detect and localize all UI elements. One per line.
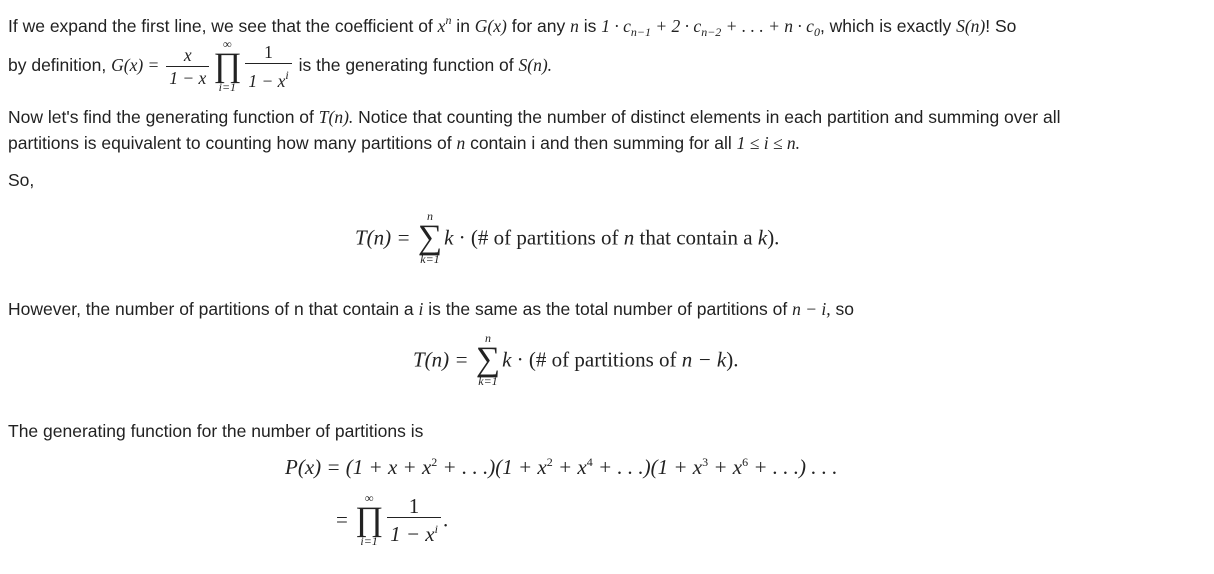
text: However, the number of partitions of n that contain a bbox=[8, 299, 419, 319]
fraction-x-over-1-minus-x: $\frac{x}{1 - x}$ bbox=[166, 44, 209, 89]
text: The generating function for the number of partitions is bbox=[8, 421, 424, 441]
text: partitions is equivalent to counting how many partitions of bbox=[8, 133, 457, 153]
eq-lhs: T(n) = bbox=[413, 347, 469, 372]
equation-px-product bbox=[336, 492, 448, 548]
math-n: n bbox=[570, 16, 579, 36]
period: . bbox=[442, 507, 449, 532]
equation-tn-partitions bbox=[413, 332, 738, 388]
paragraph-definition bbox=[8, 34, 552, 96]
math-sn: S(n). bbox=[518, 55, 553, 75]
text: is bbox=[578, 16, 602, 36]
math-n: n bbox=[456, 133, 466, 153]
sum-symbol: n ∑ k=1 bbox=[475, 331, 501, 388]
product-symbol: ∞ ∏ i=1 bbox=[213, 37, 242, 95]
fraction-1-over-1-minus-xi: $\frac{1}{1 - x^i}$ bbox=[387, 495, 441, 545]
math-gx: G(x) bbox=[474, 16, 507, 36]
text: in bbox=[451, 16, 475, 36]
paragraph-generating-function bbox=[8, 419, 423, 443]
paragraph-so bbox=[8, 168, 34, 192]
math-sum-expression: $1 \cdot c_{n-1} + 2 \cdot c_{n-2}$ + . . . + $n \cdot c_0$ bbox=[601, 16, 820, 39]
math-n-minus-i: n − i, bbox=[792, 299, 831, 319]
math-sn: S(n) bbox=[956, 16, 986, 36]
math-gx-eq: G(x) = bbox=[111, 55, 160, 75]
text: , which is exactly bbox=[819, 16, 957, 36]
equals-sign: = bbox=[336, 507, 348, 532]
paragraph-tn-intro bbox=[8, 104, 1060, 156]
fraction-1-over-1-minus-xi: $\frac{1}{1 - x^i}$ bbox=[245, 41, 291, 92]
text: contain i and then summing for all bbox=[465, 133, 737, 153]
eq-body: k · (# of partitions of n that contain a k). bbox=[444, 225, 780, 250]
math-i: i bbox=[418, 299, 424, 319]
text: is the generating function of bbox=[298, 55, 519, 75]
eq-lhs: T(n) = bbox=[355, 225, 411, 250]
text: Now let's find the generating function of bbox=[8, 107, 319, 127]
text: So, bbox=[8, 170, 35, 190]
math-x: $x^n$ bbox=[437, 13, 452, 36]
equation-tn-sum bbox=[355, 210, 779, 266]
text: for any bbox=[506, 16, 571, 36]
eq-body: k · (# of partitions of n − k). bbox=[502, 347, 739, 372]
text: ! So bbox=[985, 16, 1017, 36]
text: so bbox=[830, 299, 854, 319]
math-range: 1 ≤ i ≤ n. bbox=[736, 133, 801, 153]
math-tn: T(n). bbox=[318, 107, 354, 127]
text: by definition, bbox=[8, 55, 112, 75]
paragraph-however bbox=[8, 297, 854, 321]
product-symbol: ∞ ∏ i=1 bbox=[355, 491, 384, 548]
text: If we expand the first line, we see that the coefficient of bbox=[8, 16, 438, 36]
text: Notice that counting the number of distinct elements in each partition and summing over all bbox=[353, 107, 1061, 127]
sum-symbol: n ∑ k=1 bbox=[417, 209, 443, 266]
text: is the same as the total number of partitions of bbox=[423, 299, 793, 319]
equation-px-expansion: $P(x) = (1 + x + x^2$ + . . $.)(1 + x^2 + x^4$ + . . $.)(1 + x^3 + x^6$ + . . .) . . . bbox=[285, 455, 838, 479]
